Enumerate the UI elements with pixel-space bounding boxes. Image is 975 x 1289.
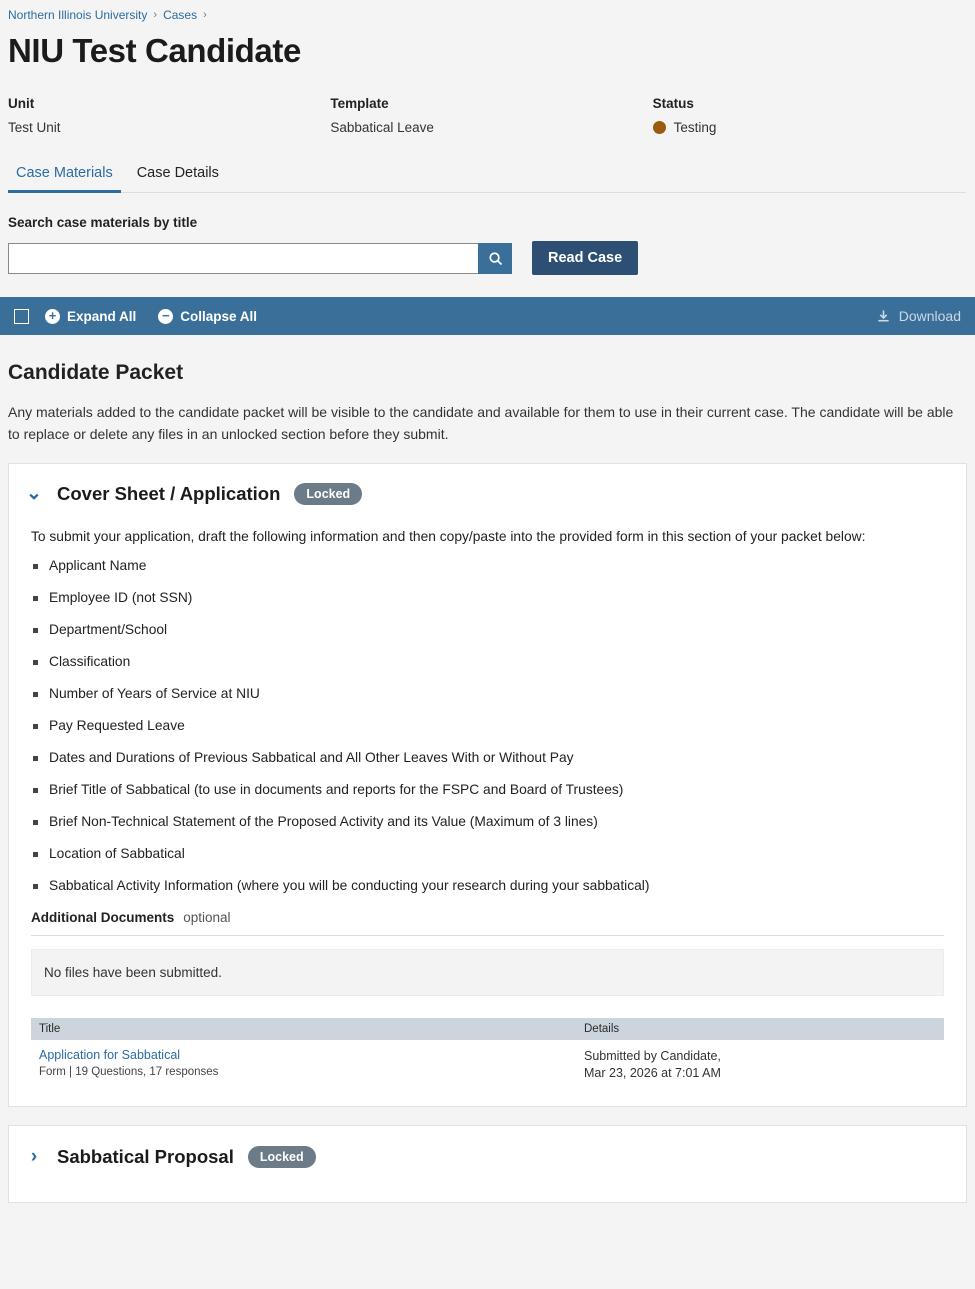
file-submitter: Submitted by Candidate, [584, 1049, 721, 1064]
list-item: Dates and Durations of Previous Sabbatical and All Other Leaves With or Without Pay [31, 750, 950, 765]
section-sabbatical-proposal [8, 1125, 967, 1203]
no-files-message: No files have been submitted. [31, 949, 944, 996]
meta-unit [8, 96, 330, 135]
list-item: Number of Years of Service at NIU [31, 686, 950, 701]
file-title-cell [31, 1040, 576, 1092]
search-label: Search case materials by title [8, 215, 198, 230]
divider [31, 935, 944, 936]
requirements-list [25, 558, 950, 893]
collapse-all-button[interactable] [158, 309, 257, 324]
packet-description: Any materials added to the candidate packet will be visible to the candidate and available for them to use in their current case. The candidate will be able to replace or delete any files in an unlocked section before they submit. [8, 404, 954, 442]
meta-status [653, 96, 975, 135]
list-item: Brief Non-Technical Statement of the Proposed Activity and its Value (Maximum of 3 lines) [31, 814, 950, 829]
list-item: Applicant Name [31, 558, 950, 573]
search-icon [488, 251, 503, 266]
download-label: Download [898, 308, 961, 324]
additional-documents-optional: optional [183, 910, 231, 926]
section-sabbatical-proposal-locked-badge: Locked [248, 1146, 316, 1168]
meta-template-value: Sabbatical Leave [330, 120, 434, 135]
section-cover-sheet-title: Cover Sheet / Application [57, 482, 281, 504]
meta-unit-label: Unit [8, 96, 35, 111]
meta-status-label: Status [652, 96, 694, 111]
section-cover-sheet-locked-badge: Locked [294, 483, 362, 505]
plus-icon: + [45, 309, 60, 324]
search-box [8, 243, 512, 274]
tab-case-materials[interactable]: Case Materials [8, 161, 121, 193]
meta-unit-value: Test Unit [8, 120, 61, 135]
list-item: Classification [31, 654, 950, 669]
column-details: Details [576, 1018, 944, 1040]
status-text: Testing [673, 120, 717, 135]
breadcrumb-separator-2: › [203, 9, 207, 21]
packet-title: Candidate Packet [8, 361, 184, 384]
additional-documents-header [31, 910, 950, 925]
table-row [31, 1040, 944, 1092]
breadcrumb-item-university[interactable]: Northern Illinois University [8, 8, 148, 22]
file-subtitle: Form | 19 Questions, 17 responses [39, 1066, 219, 1079]
list-item: Pay Requested Leave [31, 718, 950, 733]
table-header-row [31, 1018, 944, 1040]
collapse-all-label: Collapse All [180, 308, 258, 324]
section-cover-sheet [8, 463, 967, 1107]
download-button[interactable] [876, 308, 961, 324]
page-title: NIU Test Candidate [8, 32, 301, 69]
section-sabbatical-proposal-header[interactable] [9, 1126, 966, 1188]
minus-icon: − [158, 309, 173, 324]
tab-bar [8, 161, 966, 193]
list-item: Sabbatical Activity Information (where you will be conducting your research during your sabbatical) [31, 878, 950, 893]
section-cover-sheet-header[interactable] [9, 464, 966, 513]
section-intro-text: To submit your application, draft the following information and then copy/paste into the provided form in this section of your packet below: [31, 529, 866, 545]
list-item: Department/School [31, 622, 950, 637]
file-link[interactable]: Application for Sabbatical [39, 1048, 181, 1063]
chevron-right-icon[interactable]: › [30, 1146, 38, 1168]
read-case-button[interactable]: Read Case [532, 241, 638, 275]
status-dot-icon [653, 121, 666, 134]
status-badge [653, 120, 975, 135]
download-icon [876, 309, 891, 324]
search-button[interactable] [478, 243, 512, 274]
additional-documents-title: Additional Documents [31, 910, 175, 926]
list-item: Location of Sabbatical [31, 846, 950, 861]
column-title: Title [31, 1018, 576, 1040]
breadcrumb-item-cases[interactable]: Cases [163, 8, 198, 22]
chevron-down-icon[interactable]: ⌄ [26, 483, 42, 505]
materials-toolbar [0, 297, 975, 335]
meta-template [330, 96, 652, 135]
breadcrumb [0, 0, 975, 22]
file-details-cell [576, 1040, 944, 1092]
meta-template-label: Template [330, 96, 389, 111]
expand-all-button[interactable] [45, 309, 136, 324]
expand-all-label: Expand All [67, 308, 137, 324]
list-item: Brief Title of Sabbatical (to use in documents and reports for the FSPC and Board of Trustees) [31, 782, 950, 797]
tab-case-details[interactable]: Case Details [136, 165, 219, 181]
select-all-checkbox[interactable] [14, 309, 29, 324]
section-cover-sheet-body [9, 529, 966, 1092]
case-meta [8, 96, 975, 135]
list-item: Employee ID (not SSN) [31, 590, 950, 605]
breadcrumb-separator: › [153, 9, 158, 21]
search-row [8, 241, 975, 275]
files-table [31, 1018, 944, 1092]
file-timestamp: Mar 23, 2026 at 7:01 AM [584, 1066, 721, 1081]
section-sabbatical-proposal-title: Sabbatical Proposal [57, 1146, 234, 1168]
search-input[interactable] [8, 243, 478, 274]
